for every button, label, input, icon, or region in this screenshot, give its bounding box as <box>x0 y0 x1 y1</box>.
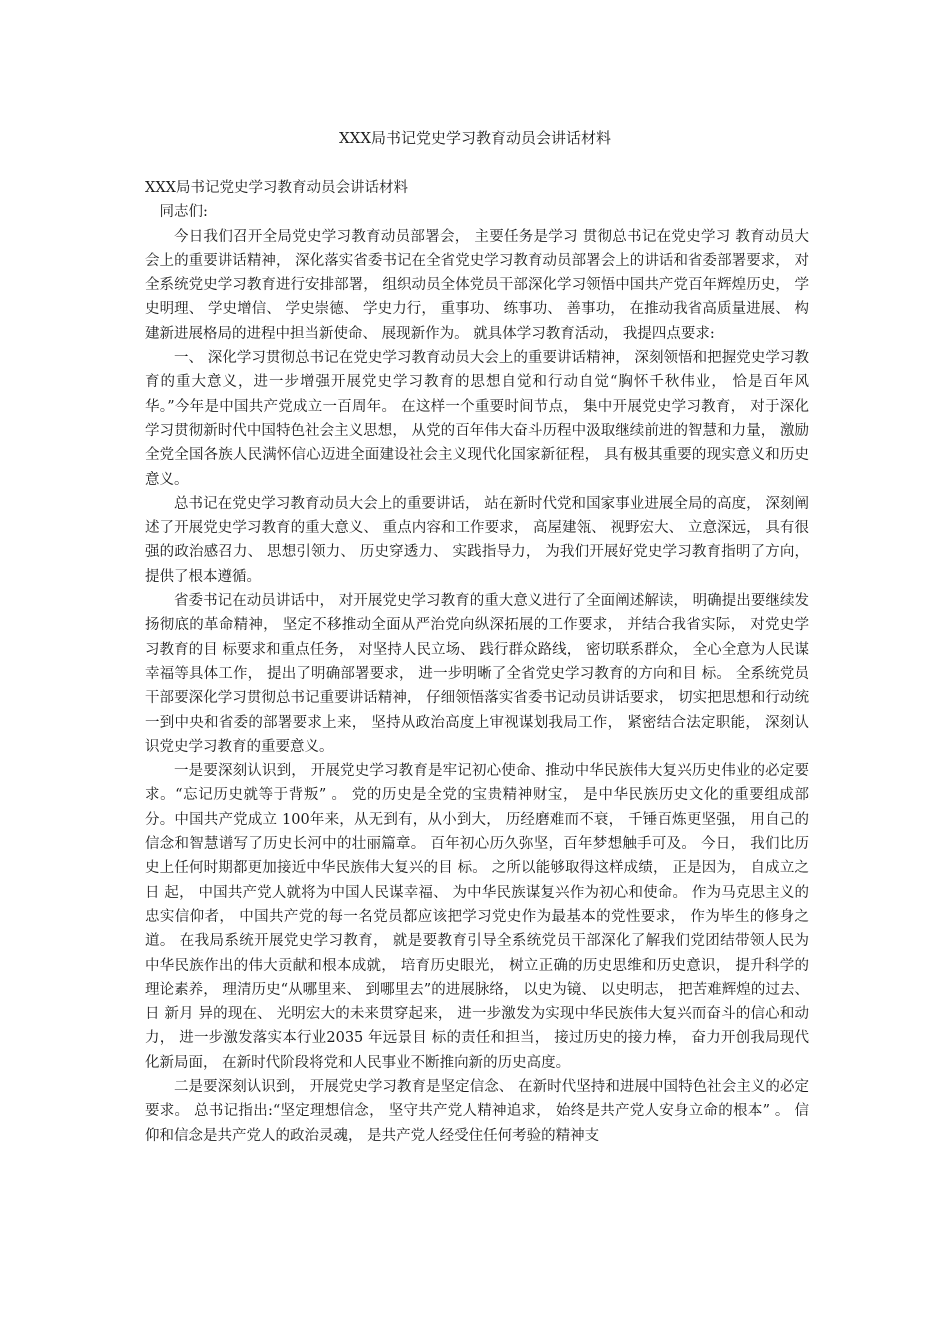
paragraph-intro: 今日我们召开全局党史学习教育动员部署会， 主要任务是学习 贯彻总书记在党史学习 教育动员大会上的重要讲话精神， 深化落实省委书记在全省党史学习教育动员部署会上的讲话和省委部署要求， 对全系统党史学习教育进行安排部署， 组织动员全体党员干部深化学习领悟中国共产党百年辉煌历史， 学史明理、 学史增信、 学史崇德、 学史力行， 重事功、 练事功、 善事功， 在推动我省高质量进展、 构建新进展格局的进程中担当新使命、 展现新作为。 就具体学习教育活动， 我提四点要求: <box>145 228 809 342</box>
salutation: 同志们: <box>159 204 208 221</box>
document-title: XXX局书记党史学习教育动员会讲话材料 <box>338 129 612 147</box>
document-subtitle: XXX局书记党史学习教育动员会讲话材料 <box>145 180 408 196</box>
document-body <box>145 176 809 1148</box>
paragraph-first-understanding: 一是要深刻认识到， 开展党史学习教育是牢记初心使命、推动中华民族伟大复兴历史伟业的必定要求。“忘记历史就等于背叛” 。 党的历史是全党的宝贵精神财宝， 是中华民族历史文化的重要组成部分。中国共产党成立 100年来，从无到有，从小到大， 历经磨难而不衰， 千锤百炼更坚强， 用自己的信念和智慧谱写了历史长河中的壮丽篇章。 百年初心历久弥坚，百年梦想触手可及。 今日， 我们比历史上任何时期都更加接近中华民族伟大复兴的目 标。 之所以能够取得这样成绩， 正是因为， 自成立之日 起， 中国共产党人就将为中国人民谋幸福、 为中华民族谋复兴作为初心和使命。 作为马克思主义的忠实信仰者， 中国共产党的每一名党员都应该把学习党史作为最基本的党性要求， 作为毕生的修身之道。 在我局系统开展党史学习教育， 就是要教育引导全系统党员干部深化了解我们党团结带领人民为 中华民族作出的伟大贡献和根本成就， 培育历史眼光， 树立正确的历史思维和历史意识， 提升科学的理论素养， 理清历史“从哪里来、 到哪里去”的进展脉络， 以史为镜、 以史明志， 把苦难辉煌的过去、 日 新月 异的现在、 光明宏大的未来贯穿起来， 进一步激发为实现中华民族伟大复兴而奋斗的信心和动力， 进一步激发落实本行业2035 年远景目 标的责任和担当， 接过历史的接力棒， 奋力开创我局现代化新局面， 在新时代阶段将党和人民事业不断推向新的历史高度。 <box>145 763 809 1071</box>
paragraph-point-one: 一、 深化学习贯彻总书记在党史学习教育动员大会上的重要讲话精神， 深刻领悟和把握党史学习教育的重大意义，进一步增强开展党史学习教育的思想自觉和行动自觉“胸怀千秋伟业， 恰是百年风华。”今年是中国共产党成立一百周年。 在这样一个重要时间节点， 集中开展党史学习教育， 对于深化学习贯彻新时代中国特色社会主义思想， 从党的百年伟大奋斗历程中汲取继续前进的智慧和力量， 激励全党全国各族人民满怀信心迈进全面建设社会主义现代化国家新征程， 具有极其重要的现实意义和历史意义。 <box>145 350 809 488</box>
paragraph-general-secretary-speech: 总书记在党史学习教育动员大会上的重要讲话， 站在新时代党和国家事业进展全局的高度， 深刻阐述了开展党史学习教育的重大意义、 重点内容和工作要求， 高屋建瓴、 视野宏大、 立意深远， 具有很强的政治感召力、 思想引领力、 历史穿透力、 实践指导力， 为我们开展好党史学习教育指明了方向， 提供了根本遵循。 <box>145 495 809 585</box>
paragraph-provincial-secretary-speech: 省委书记在动员讲话中， 对开展党史学习教育的重大意义进行了全面阐述解读， 明确提出要继续发扬彻底的革命精神， 坚定不移推动全面从严治党向纵深拓展的工作要求， 并结合我省实际， 对党史学习教育的目 标要求和重点任务， 对坚持人民立场、 践行群众路线， 密切联系群众， 全心全意为人民谋幸福等具体工作， 提出了明确部署要求， 进一步明晰了全省党史学习教育的方向和目 标。 全系统党员干部要深化学习贯彻总书记重要讲话精神， 仔细领悟落实省委书记动员讲话要求， 切实把思想和行动统一到中央和省委的部署要求上来， 坚持从政治高度上审视谋划我局工作， 紧密结合法定职能， 深刻认识党史学习教育的重要意义。 <box>145 593 809 755</box>
paragraph-second-understanding: 二是要深刻认识到， 开展党史学习教育是坚定信念、 在新时代坚持和进展中国特色社会主义的必定要求。 总书记指出:“坚定理想信念， 坚守共产党人精神追求， 始终是共产党人安身立命的根本” 。 信仰和信念是共产党人的政治灵魂， 是共产党人经受住任何考验的精神支 <box>145 1078 809 1144</box>
